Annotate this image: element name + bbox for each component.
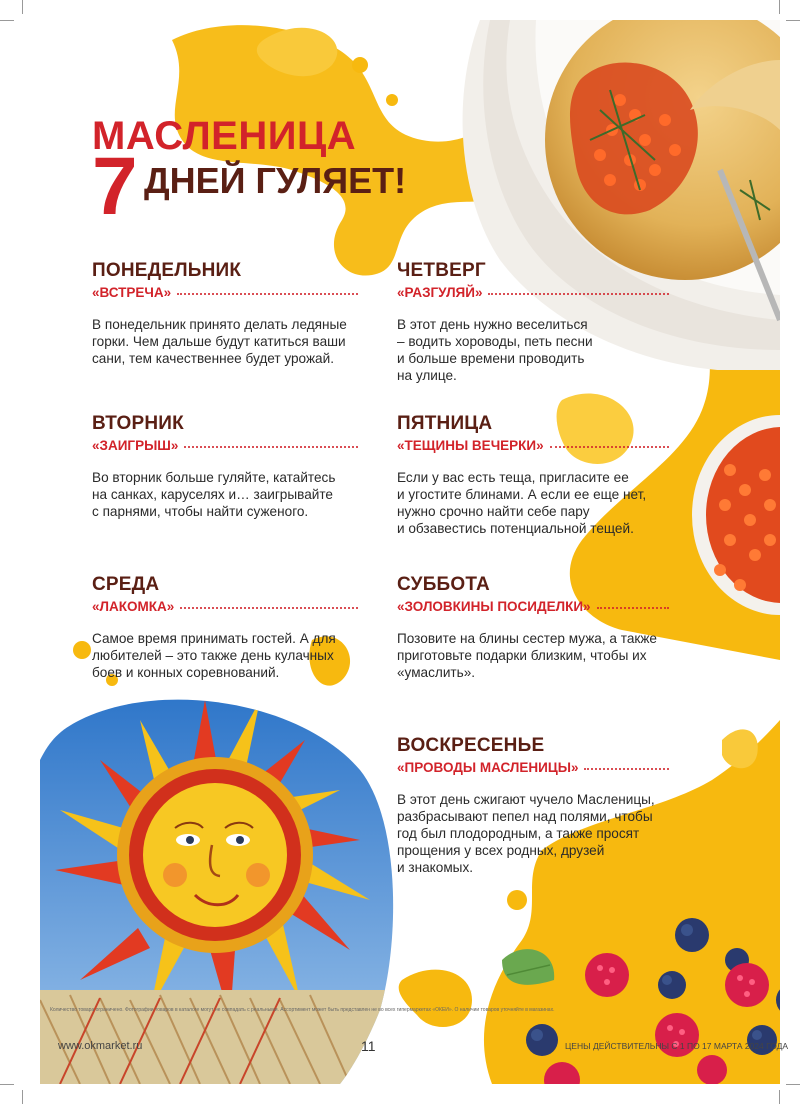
crop-mark [0, 1084, 14, 1085]
day-friday [397, 413, 669, 537]
day-description: Во вторник больше гуляйте, катайтесь на санках, каруселях и… заигрывайте с парнями, чтобы найти суженого. [92, 470, 336, 519]
day-description: Самое время принимать гостей. А для любителей – это также день кулачных боев и конных соревнований. [92, 631, 336, 680]
dotted-divider [180, 607, 358, 609]
day-name: СРЕДА [92, 574, 160, 595]
page-title-line2: ДНЕЙ ГУЛЯЕТ! [144, 160, 407, 201]
day-subtitle: «ВСТРЕЧА» [92, 285, 172, 300]
dotted-divider [184, 446, 358, 448]
day-subtitle: «РАЗГУЛЯЙ» [397, 285, 483, 300]
crop-mark [779, 0, 780, 14]
crop-mark [786, 1084, 800, 1085]
day-subtitle: «ЗАИГРЫШ» [92, 438, 179, 453]
day-sunday [397, 735, 669, 876]
day-description: В этот день сжигают чучело Масленицы, разбрасывают пепел над полями, чтобы год был плодородным, а также просят прощения у всех родных, друзей и знакомых. [397, 792, 655, 875]
day-saturday [397, 574, 669, 681]
day-thursday [397, 260, 669, 384]
day-name: ВТОРНИК [92, 413, 184, 434]
dotted-divider [550, 446, 669, 448]
red-caviar-bowl-image [690, 410, 780, 620]
day-subtitle: «ЗОЛОВКИНЫ ПОСИДЕЛКИ» [397, 599, 591, 614]
day-description: Если у вас есть теща, пригласите ее и угостите блинами. А если ее еще нет, нужно срочно найти себе пару и обзавестись потенциальной тещей. [397, 470, 647, 536]
footer-price-validity: ЦЕНЫ ДЕЙСТВИТЕЛЬНЫ С 1 ПО 17 МАРТА 2024 ГОДА [565, 1041, 789, 1051]
day-tuesday [92, 413, 358, 520]
footer-fineprint: Количество товара ограничено. Фотографии товаров в каталоге могут не совпадать с реальными. Ассортимент может быть представлен не во всех гипермаркетах «ОКЕЙ». О наличии товаров уточняйте в магазинах. [50, 1007, 555, 1013]
crop-mark [22, 1090, 23, 1104]
day-wednesday [92, 574, 358, 681]
day-description: В этот день нужно веселиться – водить хороводы, петь песни и больше времени проводить на улице. [397, 317, 593, 383]
maslenitsa-sun-effigy-image [40, 680, 400, 1084]
crop-mark [22, 0, 23, 14]
day-description: Позовите на блины сестер мужа, а также приготовьте подарки близким, чтобы их «умаслить». [397, 631, 657, 680]
footer-website-link[interactable]: www.okmarket.ru [58, 1040, 143, 1052]
page-title-number: 7 [92, 141, 138, 232]
day-subtitle: «ТЕЩИНЫ ВЕЧЕРКИ» [397, 438, 544, 453]
page [22, 20, 780, 1084]
day-name: СУББОТА [397, 574, 490, 595]
day-name: ПЯТНИЦА [397, 413, 493, 434]
crop-mark [786, 20, 800, 21]
day-name: ПОНЕДЕЛЬНИК [92, 260, 242, 281]
crop-mark [0, 20, 14, 21]
page-title-line1: МАСЛЕНИЦА [92, 114, 357, 158]
berries-image [462, 890, 780, 1084]
crop-mark [779, 1090, 780, 1104]
day-name: ЧЕТВЕРГ [397, 260, 486, 281]
day-subtitle: «ПРОВОДЫ МАСЛЕНИЦЫ» [397, 760, 579, 775]
page-number: 11 [361, 1038, 376, 1054]
day-monday [92, 260, 358, 367]
day-subtitle: «ЛАКОМКА» [92, 599, 175, 614]
day-description: В понедельник принято делать ледяные горки. Чем дальше будут катиться ваши сани, тем качественнее будет урожай. [92, 317, 347, 366]
day-name: ВОСКРЕСЕНЬЕ [397, 735, 545, 756]
dotted-divider [597, 607, 669, 609]
dotted-divider [584, 768, 669, 770]
dotted-divider [488, 293, 669, 295]
dotted-divider [177, 293, 358, 295]
